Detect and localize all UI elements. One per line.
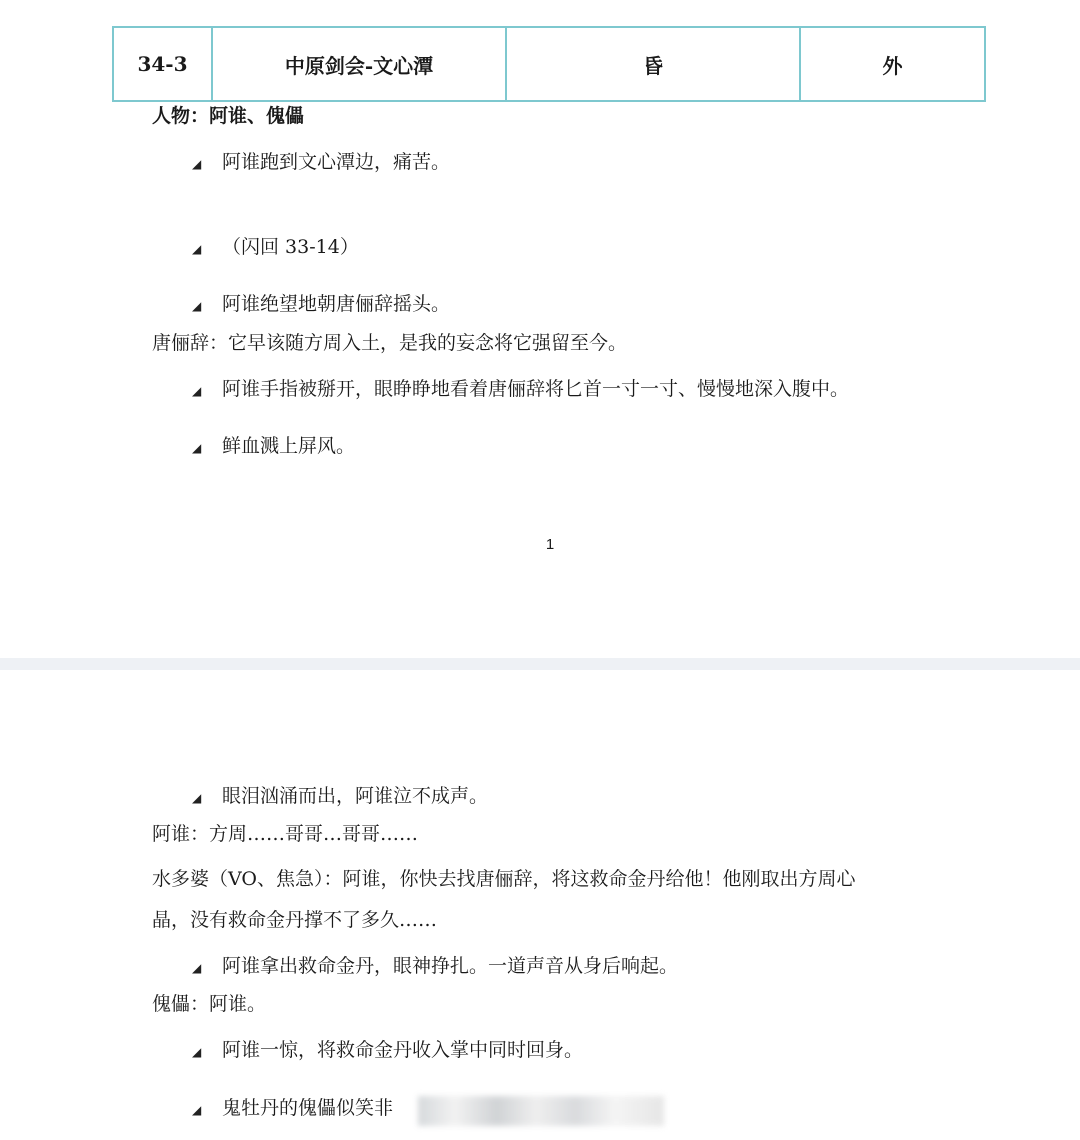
dialogue-line: 唐俪辞：它早该随方周入土，是我的妄念将它强留至今。 xyxy=(152,332,628,354)
scene-setting: 外 xyxy=(800,27,985,101)
action-line: 鲜血溅上屏风。 xyxy=(222,435,356,457)
dialogue-line: 水多婆（VO、焦急）：阿谁，你快去找唐俪辞，将这救命金丹给他！他刚取出方周心 xyxy=(152,868,856,890)
dialogue-line-continued: 晶，没有救命金丹撑不了多久…… xyxy=(152,909,438,931)
small-triangle-icon: ◢ xyxy=(192,1045,202,1059)
small-triangle-icon: ◢ xyxy=(192,157,202,171)
small-triangle-icon: ◢ xyxy=(192,299,202,313)
dialogue-line: 傀儡：阿谁。 xyxy=(152,993,267,1015)
scene-location: 中原剑会-文心潭 xyxy=(212,27,506,101)
action-line: 眼泪汹涌而出，阿谁泣不成声。 xyxy=(222,785,489,807)
action-line: 阿谁手指被掰开，眼睁睁地看着唐俪辞将匕首一寸一寸、慢慢地深入腹中。 xyxy=(222,378,850,400)
scene-time: 昏 xyxy=(506,27,800,101)
action-line: 阿谁一惊，将救命金丹收入掌中同时回身。 xyxy=(222,1039,584,1061)
page-separator xyxy=(0,658,1080,670)
small-triangle-icon: ◢ xyxy=(192,961,202,975)
small-triangle-icon: ◢ xyxy=(192,384,202,398)
small-triangle-icon: ◢ xyxy=(192,242,202,256)
dialogue-line: 阿谁：方周……哥哥…哥哥…… xyxy=(152,823,419,845)
scene-header-table xyxy=(112,26,986,102)
small-triangle-icon: ◢ xyxy=(192,1103,202,1117)
action-line: 阿谁拿出救命金丹，眼神挣扎。一道声音从身后响起。 xyxy=(222,955,679,977)
action-line: 阿谁跑到文心潭边，痛苦。 xyxy=(222,151,451,173)
script-page-2 xyxy=(0,670,1080,1140)
scene-number: 34-3 xyxy=(113,27,212,101)
watermark-overlay xyxy=(418,1096,664,1126)
characters-line: 人物：阿谁、傀儡 xyxy=(152,105,305,127)
action-line: （闪回 33-14） xyxy=(222,236,359,258)
small-triangle-icon: ◢ xyxy=(192,441,202,455)
action-line: 鬼牡丹的傀儡似笑非 xyxy=(222,1097,394,1119)
page-number: 1 xyxy=(545,536,555,553)
small-triangle-icon: ◢ xyxy=(192,791,202,805)
action-line: 阿谁绝望地朝唐俪辞摇头。 xyxy=(222,293,451,315)
